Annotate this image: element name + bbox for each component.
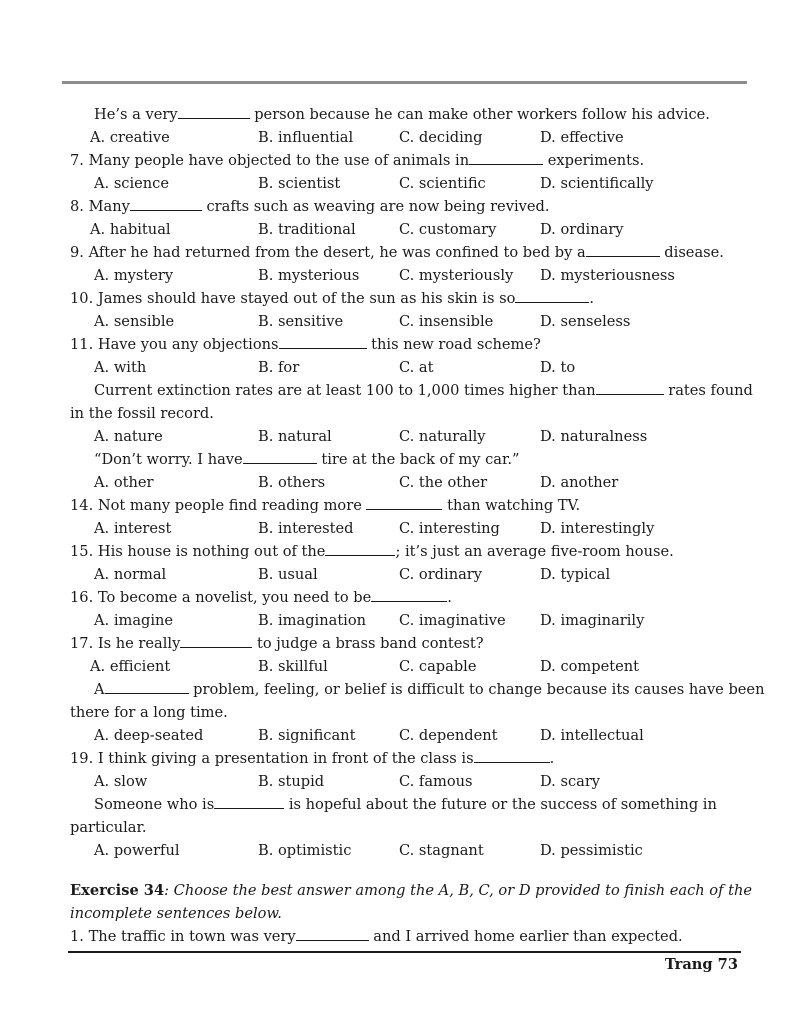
question-suffix: than watching TV. [442, 497, 581, 514]
question-suffix: . [589, 290, 595, 307]
answer-option-c[interactable]: C. dependent [399, 727, 498, 744]
question-item [70, 149, 740, 195]
question-prefix: 1. The traffic in town was very [70, 928, 296, 945]
answer-option-c[interactable]: C. interesting [399, 520, 500, 537]
answer-option-c[interactable]: C. stagnant [399, 842, 484, 859]
question-prefix: Someone who is [94, 796, 215, 813]
answer-option-a[interactable]: A. with [94, 359, 147, 376]
question-stem [70, 494, 740, 517]
answer-option-d[interactable]: D. senseless [540, 313, 631, 330]
question-prefix: 14. Not many people find reading more [70, 497, 367, 514]
answer-option-c[interactable]: C. naturally [399, 428, 486, 445]
question-item [70, 241, 740, 287]
footer-divider [68, 951, 741, 953]
answer-option-b[interactable]: B. skillful [258, 658, 328, 675]
answer-option-b[interactable]: B. others [258, 474, 326, 491]
question-item [70, 678, 765, 747]
question-prefix: 19. I think giving a presentation in front of the class is [70, 750, 474, 767]
answer-option-a[interactable]: A. creative [90, 129, 170, 146]
exercise-description: : Choose the best answer among the A, B, C, or D provided to finish each of the [164, 882, 753, 899]
answer-option-a[interactable]: A. habitual [90, 221, 171, 238]
answer-option-a[interactable]: A. imagine [94, 612, 174, 629]
question-prefix: 8. Many [70, 198, 130, 215]
question-prefix: 11. Have you any objections [70, 336, 279, 353]
question-suffix: crafts such as weaving are now being revived. [201, 198, 550, 215]
question-item [70, 540, 740, 586]
answer-option-a[interactable]: A. slow [94, 773, 148, 790]
answer-option-b[interactable]: B. natural [258, 428, 332, 445]
answer-blank[interactable] [130, 195, 202, 211]
answer-blank[interactable] [296, 925, 369, 941]
question-stem [70, 540, 740, 563]
answer-blank[interactable] [180, 632, 252, 648]
answer-option-c[interactable]: C. the other [399, 474, 488, 491]
answer-option-d[interactable]: D. intellectual [540, 727, 644, 744]
question-item [70, 333, 740, 379]
question-prefix: A [94, 681, 105, 698]
answer-blank[interactable] [325, 540, 395, 556]
answer-option-a[interactable]: A. normal [94, 566, 167, 583]
answer-option-d[interactable]: D. imaginarily [540, 612, 645, 629]
question-stem [70, 586, 740, 609]
answer-option-d[interactable]: D. interestingly [540, 520, 655, 537]
question-item [70, 747, 740, 793]
answer-blank[interactable] [474, 747, 550, 763]
question-prefix: 17. Is he really [70, 635, 181, 652]
question-list [70, 103, 765, 862]
question-stem [70, 448, 740, 471]
answer-options [70, 839, 740, 862]
answer-option-c[interactable]: C. insensible [399, 313, 494, 330]
question-prefix: 9. After he had returned from the desert, he was confined to bed by a [70, 244, 586, 261]
question-stem [70, 379, 753, 402]
question-item [70, 586, 740, 632]
answer-option-a[interactable]: A. interest [94, 520, 172, 537]
question-prefix: 16. To become a novelist, you need to be [70, 589, 372, 606]
answer-option-c[interactable]: C. imaginative [399, 612, 506, 629]
question-suffix: ; it’s just an average five-room house. [395, 543, 674, 560]
answer-blank[interactable] [515, 287, 589, 303]
question-suffix: . [447, 589, 452, 606]
question-suffix: . [549, 750, 555, 767]
question-item [70, 287, 740, 333]
answer-option-d[interactable]: D. ordinary [540, 221, 624, 238]
answer-options [70, 655, 740, 678]
answer-option-c[interactable]: C. famous [399, 773, 473, 790]
answer-blank[interactable] [371, 586, 447, 602]
answer-options [70, 172, 740, 195]
question-stem [70, 149, 740, 172]
answer-option-b[interactable]: B. scientist [258, 175, 341, 192]
answer-options [70, 310, 740, 333]
answer-option-b[interactable]: B. interested [258, 520, 354, 537]
worksheet-content [70, 103, 765, 948]
answer-option-c[interactable]: C. mysteriously [399, 267, 514, 284]
answer-option-d[interactable]: D. mysteriousness [540, 267, 675, 284]
exercise-heading [70, 879, 753, 902]
answer-option-b[interactable]: B. usual [258, 566, 318, 583]
exercise-title: Exercise 34 [70, 882, 165, 899]
answer-option-a[interactable]: A. efficient [90, 658, 171, 675]
question-item [70, 379, 753, 448]
exercise-description-cont: incomplete sentences below. [70, 905, 282, 922]
answer-option-c[interactable]: C. capable [399, 658, 477, 675]
answer-option-d[interactable]: D. scary [540, 773, 601, 790]
answer-blank[interactable] [214, 793, 284, 809]
answer-option-c[interactable]: C. customary [399, 221, 497, 238]
answer-blank[interactable] [105, 678, 189, 694]
answer-option-d[interactable]: D. competent [540, 658, 639, 675]
answer-option-c[interactable]: C. ordinary [399, 566, 483, 583]
question-suffix: and I arrived home earlier than expected. [368, 928, 683, 945]
question-suffix: rates found [663, 382, 753, 399]
answer-options [70, 770, 740, 793]
question-prefix: 7. Many people have objected to the use of animals in [70, 152, 470, 169]
question-item [70, 195, 740, 241]
question-stem [70, 793, 740, 816]
answer-options [70, 724, 740, 747]
answer-option-a[interactable]: A. deep-seated [94, 727, 204, 744]
answer-option-b[interactable]: B. mysterious [258, 267, 360, 284]
answer-options [70, 563, 740, 586]
answer-options [70, 356, 740, 379]
answer-option-b[interactable]: B. for [258, 359, 300, 376]
answer-options [70, 126, 740, 149]
answer-option-a[interactable]: A. mystery [94, 267, 174, 284]
question-stem [70, 747, 740, 770]
header-divider [62, 81, 747, 84]
question-suffix: disease. [659, 244, 724, 261]
question-suffix: this new road scheme? [366, 336, 541, 353]
answer-blank[interactable] [366, 494, 442, 510]
answer-option-b[interactable]: B. imagination [258, 612, 367, 629]
answer-option-d[interactable]: D. to [540, 359, 576, 376]
answer-option-a[interactable]: A. powerful [94, 842, 180, 859]
question-item [70, 103, 740, 149]
answer-blank[interactable] [586, 241, 660, 257]
question-suffix: problem, feeling, or belief is difficult to change because its causes have been [188, 681, 765, 698]
answer-option-d[interactable]: D. typical [540, 566, 611, 583]
answer-option-b[interactable]: B. traditional [258, 221, 356, 238]
question-prefix: 15. His house is nothing out of the [70, 543, 326, 560]
answer-option-d[interactable]: D. naturalness [540, 428, 648, 445]
page-number: Trang 73 [664, 956, 738, 973]
answer-option-b[interactable]: B. influential [258, 129, 354, 146]
question-suffix: to judge a brass band contest? [252, 635, 484, 652]
question-prefix: “Don’t worry. I have [94, 451, 243, 468]
answer-option-a[interactable]: A. sensible [94, 313, 175, 330]
answer-options [70, 609, 740, 632]
answer-blank[interactable] [279, 333, 367, 349]
answer-option-a[interactable]: A. other [94, 474, 154, 491]
question-item [70, 632, 740, 678]
answer-options [70, 425, 740, 448]
answer-blank[interactable] [178, 103, 250, 119]
question-item [70, 793, 740, 862]
answer-blank[interactable] [596, 379, 664, 395]
question-stem [70, 103, 740, 126]
question-stem-continued: particular. [70, 819, 147, 836]
answer-option-b[interactable]: B. significant [258, 727, 356, 744]
question-stem [70, 287, 740, 310]
answer-option-b[interactable]: B. sensitive [258, 313, 344, 330]
answer-blank[interactable] [243, 448, 317, 464]
answer-option-d[interactable]: D. another [540, 474, 619, 491]
answer-options [70, 218, 740, 241]
question-item [70, 494, 740, 540]
answer-option-a[interactable]: A. nature [94, 428, 163, 445]
exercise-first-item [70, 925, 740, 948]
answer-options [70, 471, 740, 494]
question-suffix: person because he can make other workers follow his advice. [249, 106, 710, 123]
question-stem [70, 678, 765, 701]
answer-option-b[interactable]: B. stupid [258, 773, 325, 790]
question-suffix: tire at the back of my car.” [316, 451, 520, 468]
question-prefix: 10. James should have stayed out of the sun as his skin is so [70, 290, 516, 307]
answer-options [70, 264, 740, 287]
answer-option-c[interactable]: C. scientific [399, 175, 486, 192]
answer-option-d[interactable]: D. scientifically [540, 175, 654, 192]
answer-option-d[interactable]: D. pessimistic [540, 842, 643, 859]
question-suffix: experiments. [543, 152, 645, 169]
answer-option-d[interactable]: D. effective [540, 129, 624, 146]
question-stem [70, 632, 740, 655]
answer-blank[interactable] [469, 149, 543, 165]
question-prefix: He’s a very [94, 106, 178, 123]
answer-option-c[interactable]: C. at [399, 359, 434, 376]
question-stem-continued: in the fossil record. [70, 405, 214, 422]
answer-option-a[interactable]: A. science [94, 175, 169, 192]
answer-option-c[interactable]: C. deciding [399, 129, 483, 146]
answer-option-b[interactable]: B. optimistic [258, 842, 352, 859]
question-item [70, 448, 740, 494]
question-stem-continued: there for a long time. [70, 704, 228, 721]
question-stem [70, 333, 740, 356]
question-stem [70, 195, 740, 218]
answer-options [70, 517, 740, 540]
question-stem [70, 241, 740, 264]
question-prefix: Current extinction rates are at least 100 to 1,000 times higher than [94, 382, 596, 399]
question-suffix: is hopeful about the future or the success of something in [284, 796, 717, 813]
